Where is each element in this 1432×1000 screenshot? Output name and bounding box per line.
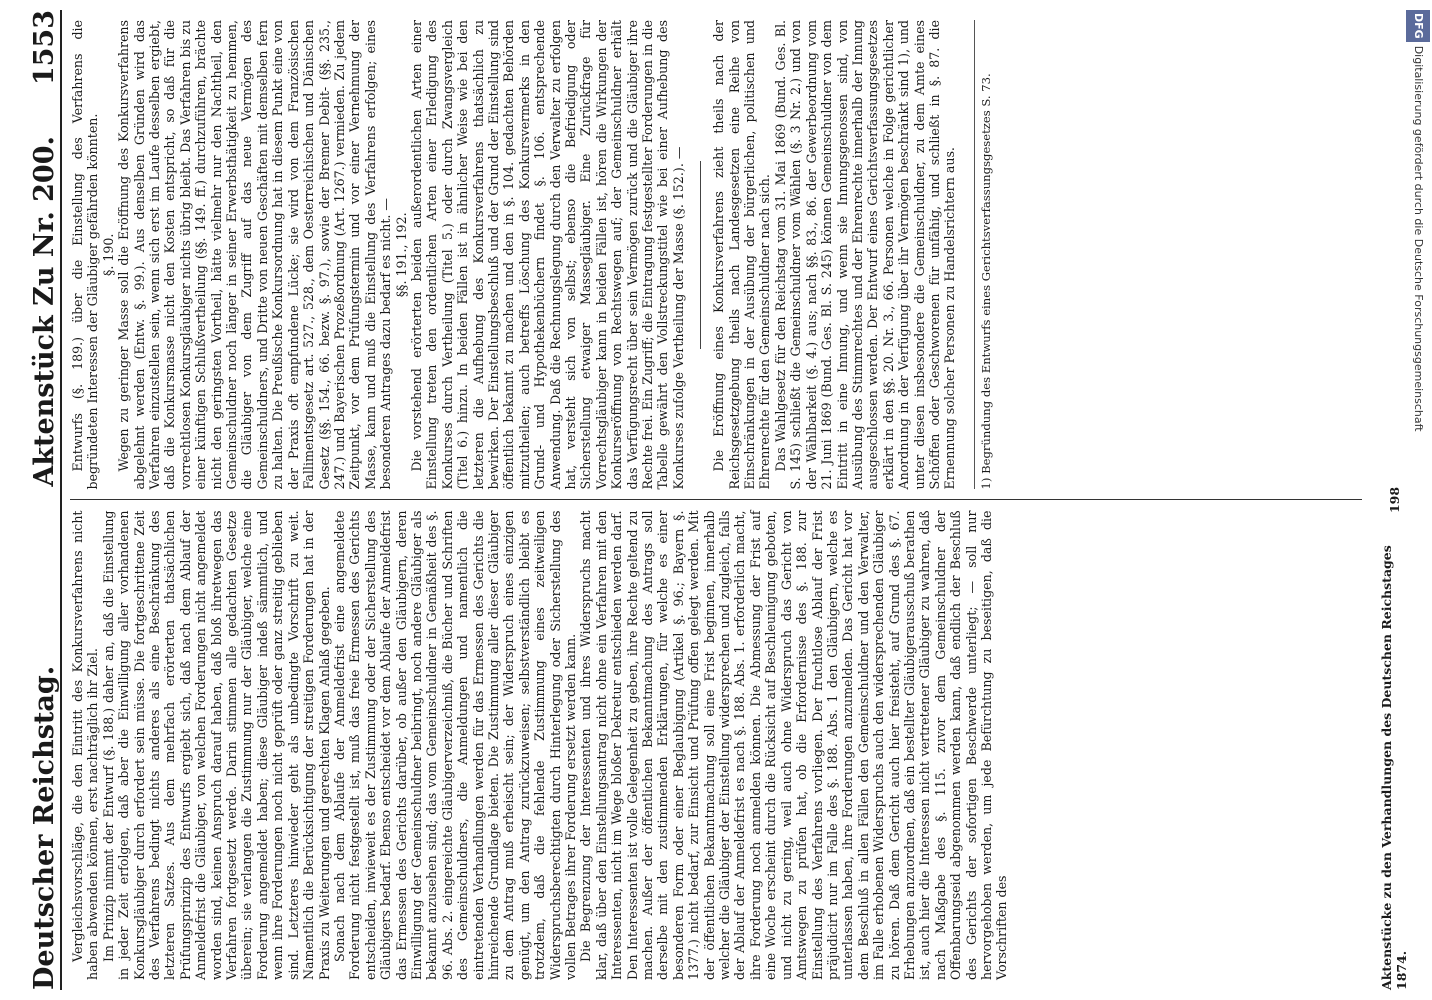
left-column — [70, 500, 1362, 991]
right-paragraph-4: Die Eröffnung eines Konkursverfahrens zieht theils nach der Reichsgesetzgebung theils nach Landesgesetzen eine Reihe von Einschränkungen in der Ausübung der bürgerlichen, politischen und Ehrenrechte für den Gemeinschuldner nach sich. — [711, 20, 773, 490]
footnote: 1) Begründung des Entwurfs eines Gerichtsverfassungsgesetzes S. 73. — [974, 20, 994, 490]
running-head-left: Deutscher Reichstag. — [29, 665, 60, 990]
sheet-number: 198 — [1386, 486, 1402, 514]
left-paragraph-3: Sonach nach dem Ablaufe der Anmeldefrist eine angemeldete Forderung nicht festgestellt ist, muß das freie Ermessen des Gerichts entscheiden, inwieweit es der Zustimmung oder der Sicherstellung des Gläubigers bedarf. Ebenso entscheidet vor dem Ablaufe der Anmeldefrist das Ermessen des Gerichts darüber, ob außer den Gläubigern, deren Einwilligung der Gemeinschuldner beibringt, noch andere Gläubiger als bekannt anzusehen sind; das vom Gemeinschuldner in Gemäßheit des §. 96. Abs. 2. eingereichte Gläubigerverzeichniß, die Bücher und Schriften des Gemeinschuldners, die Anmeldungen und namentlich die eintretenden Verhandlungen werden für das Ermessen des Gerichts die hinreichende Grundlage bieten. Die Zustimmung aller dieser Gläubiger zu dem Antrag muß erheischt sein; der Widerspruch eines einzigen genügt, um den Antrag zurückzuweisen; selbstverständlich bleibt es trotzdem, daß die fehlende Zustimmung eines zeitweiligen Widerspruchsberechtigten durch Hinterlegung oder Sicherstellung des vollen Betrages ihrer Forderung ersetzt werden kann. — [331, 510, 578, 980]
two-column-body — [70, 10, 1362, 990]
right-paragraph-3: Die vorstehend erörterten beiden außerordentlichen Arten einer Einstellung treten den ordentlichen Arten einer Erledigung des Konkurses durch Vertheilung (Titel 5.) oder durch Zwangsvergleich (Titel 6.) hinzu. In beiden Fällen ist in ähnlicher Weise wie bei den letzteren die Aufhebung des Konkursverfahrens thatsächlich zu bewirken. Der Einstellungsbeschluß und der Grund der Einstellung sind öffentlich bekannt zu machen und den in §. 104. gedachten Behörden mitzutheilen; auch betreffs Löschung des Konkursvermerks in den Grund- und Hypothekenbüchern findet §. 106. entsprechende Anwendung. Daß die Rechnungslegung durch den Verwalter zu erfolgen hat, versteht sich von selbst; ebenso die Befriedigung oder Sicherstellung etwaiger Massegläubiger. Eine Zurückfrage für Vorrechtsgläubiger kann in beiden Fällen ist, hören die Wirkungen der Konkurseröffnung von Rechtswegen auf; der Gemeinschuldner erhält das Verfügungsrecht über sein Vermögen zurück und die Gläubiger ihre Rechte frei. Ein Zugriff; die Eintragung festgestellter Forderungen in die Tabelle gewährt den Vollstreckungstitel wie bei einer Aufhebung des Konkurses zufolge Vertheilung der Masse (§. 152.). — — [408, 20, 686, 490]
left-paragraph-2: Im Prinzip nimmt der Entwurf (§. 188.) daher an, daß die Einstellung in jeder Zeit erfolgen, daß aber die Einwilligung aller vorhandenen Konkursgläubiger durch erfordert sein müsse. Die fortgeschrittene Zeit des Verfahrens bedingt nichts anderes als eine Beschränkung des letzteren Satzes. Aus dem mehrfach erörterten thatsächlichen Prüfungsprinzip des Entwurfs ergiebt sich, daß nach dem Ablauf der Anmeldefrist die Gläubiger, von welchen Forderungen nicht angemeldet worden sind, keinen Anspruch darauf haben, daß bloß ihretwegen das Verfahren fortgesetzt werde. Darin stimmen alle gedachten Gesetze überein; sie verlangen die Zustimmung nur der Gläubiger, welche eine Forderung angemeldet haben; diese Gläubiger indeß sämmtlich, und wenn ihre Forderungen noch nicht geprüft oder ganz streitig geblieben sind. Letzteres hinwieder geht als unbedingte Vorschrift zu weit. Namentlich die Berücksichtigung der streitigen Forderungen hat in der Praxis zu Weiterungen und gerechten Klagen Anlaß gegeben. — [100, 510, 332, 980]
right-paragraph-2: Wegen zu geringer Masse soll die Eröffnung des Konkursverfahrens abgelehnt werden (Entw. §. 99.). Aus denselben Gründen wird das Verfahren einzustellen sein, wenn sich erst im Laufe desselben ergiebt, daß die Konkursmasse nicht den Kosten entspricht, so daß für die vorrechtlosen Konkursgläubiger nichts übrig bleibt. Das Verfahren bis zu einer künftigen Schlußvertheilung (§§. 149. ff.) durchzuführen, brächte nicht den geringsten Vortheil, hätte vielmehr nur den Nachtheil, den Gemeinschuldner noch länger in seiner Erwerbsthätigkeit zu hemmen, die Gläubiger von dem Zugriff auf das neue Vermögen des Gemeinschuldners, und Dritte von neuen Geschäften mit demselben fern zu halten. Die Preußische Konkursordnung hat in diesem Punkt eine von der Praxis oft empfundene Lücke; sie wird von dem Französischen Fallimentsgesetz art. 527., 528., dem Oesterreichischen und Dänischen Gesetz (§§. 154., 66. bezw. §. 97.), sowie der Bremer Debit- (§§. 235., 247.) und Bayerischen Prozeßordnung (Art. 1267.) vermieden. Zu jedem Zeitpunkt, vor dem Prüfungstermin und vor einer Vernehmung der Masse, kann und muß die Einstellung des Verfahrens erfolgen; eines besonderen Antrages dazu bedarf es nicht. — — [116, 20, 394, 490]
footer-caption: Aktenstücke zu den Verhandlungen des Deutschen Reichstages 1874. — [1379, 545, 1409, 990]
page-number: 1553 — [29, 10, 60, 86]
digitization-credit — [1406, 0, 1430, 1000]
section-divider — [700, 161, 701, 349]
left-paragraph-1: Vergleichsvorschläge, die den Eintritt des Konkursverfahrens nicht haben abwenden können, erst nachträglich ihr Ziel. — [70, 510, 101, 980]
dfg-credit-text: Digitalisierung gefördert durch die Deutsche Forschungsgemeinschaft — [1412, 45, 1425, 432]
section-heading-190: §. 190. — [100, 233, 116, 276]
page-header — [8, 10, 62, 990]
digitization-credit-strip — [1406, 0, 1430, 1000]
right-column — [70, 10, 1362, 500]
right-paragraph-5: Das Wahlgesetz für den Reichstag vom 31. Mai 1869 (Bund. Ges. Bl. S. 145) schließt die Gemeinschuldner vom Wählen (§. 3 Nr. 2.) und von der Wählbarkeit (§. 4.) aus; nach §§. 83., 86. der Gewerbeordnung vom 21. Juni 1869 (Bund. Ges. Bl. S. 245) können Gemeinschuldner von dem Eintritt in eine Innung, und wenn sie Innungsgenossen sind, von Ausübung des Stimmrechtes und der Ehrenrechte innerhalb der Innung ausgeschlossen werden. Der Entwurf eines Gerichtsverfassungsgesetzes erklärt in den §§. 20. Nr. 3., 66. Personen welche in Folge gerichtlicher Anordnung in der Verfügung über ihr Vermögen beschränkt sind 1), und unter diesen insbesondere die Gemeinschuldner, zu dem Amte eines Schöffen oder Geschworenen für unfähig, und schließt in §. 87. die Ernennung solcher Personen zu Handelsrichtern aus. — [772, 20, 958, 490]
running-head-center: Aktenstück Zu Nr. 200. — [29, 136, 60, 487]
left-paragraph-4: Die Begrenzung der Interessenten und ihres Widerspruchs macht klar, daß über den Einstellungsantrag nicht ohne ein Verfahren mit den Interessenten, nicht im Wege bloßer Dekretur entschieden werden darf. Den Interessenten ist volle Gelegenheit zu geben, ihre Rechte geltend zu machen. Außer der öffentlichen Bekanntmachung des Antrags soll derselbe mit den zustimmenden Erklärungen, für welche es einer besonderen Form oder einer Beglaubigung (Artikel §. 96.; Bayern §. 1377.) nicht bedarf, zur Einsicht und Prüfung offen gelegt werden. Mit der öffentlichen Bekanntmachung soll eine Frist beginnen, innerhalb welcher die Gläubiger der Einstellung widersprechen und zugleich, falls der Ablauf der Anmeldefrist es nach §. 188. Abs. 1. erforderlich macht, ihre Forderung noch anmelden können. Die Abmessung der Frist auf eine Woche erscheint durch die Rücksicht auf Beschleunigung geboten, und nicht zu gering, weil auch ohne Widerspruch das Gericht von Amtswegen zu prüfen hat, ob die Erfordernisse des §. 188. zur Einstellung des Verfahrens vorliegen. Der fruchtlose Ablauf der Frist präjudicirt nur im Falle des §. 188. Abs. 1 den Gläubigern, welche es unterlassen haben, ihre Forderungen anzumelden. Das Gericht hat vor dem Beschluß in allen Fällen den Gemeinschuldner und den Verwalter, im Falle erhobenen Widerspruchs auch den widersprechenden Gläubiger zu hören. Daß dem Gericht auch hier freisteht, auf Grund des §. 67. Erhebungen anzuordnen, daß ein bestellter Gläubigerausschuß berathen ist, auch hier die Interessen nicht vertretener Gläubiger zu wahren, daß nach Maßgabe des §. 115. zuvor dem Gemeinschuldner der Offenbarungseid abgenommen werden kann, daß endlich der Beschluß des Gerichts der sofortigen Beschwerde unterliegt; — soll nur hervorgehoben werden, um jede Befürchtung zu beseitigen, daß die Vorschriften des — [578, 510, 1010, 980]
section-heading-191-192: §§. 191., 192. — [393, 212, 409, 298]
right-paragraph-1: Entwurfs (§. 189.) über die Einstellung des Verfahrens die begründeten Interessen der Gläubiger gefährden könnten. — [70, 20, 101, 490]
dfg-logo: DFG — [1406, 10, 1430, 42]
